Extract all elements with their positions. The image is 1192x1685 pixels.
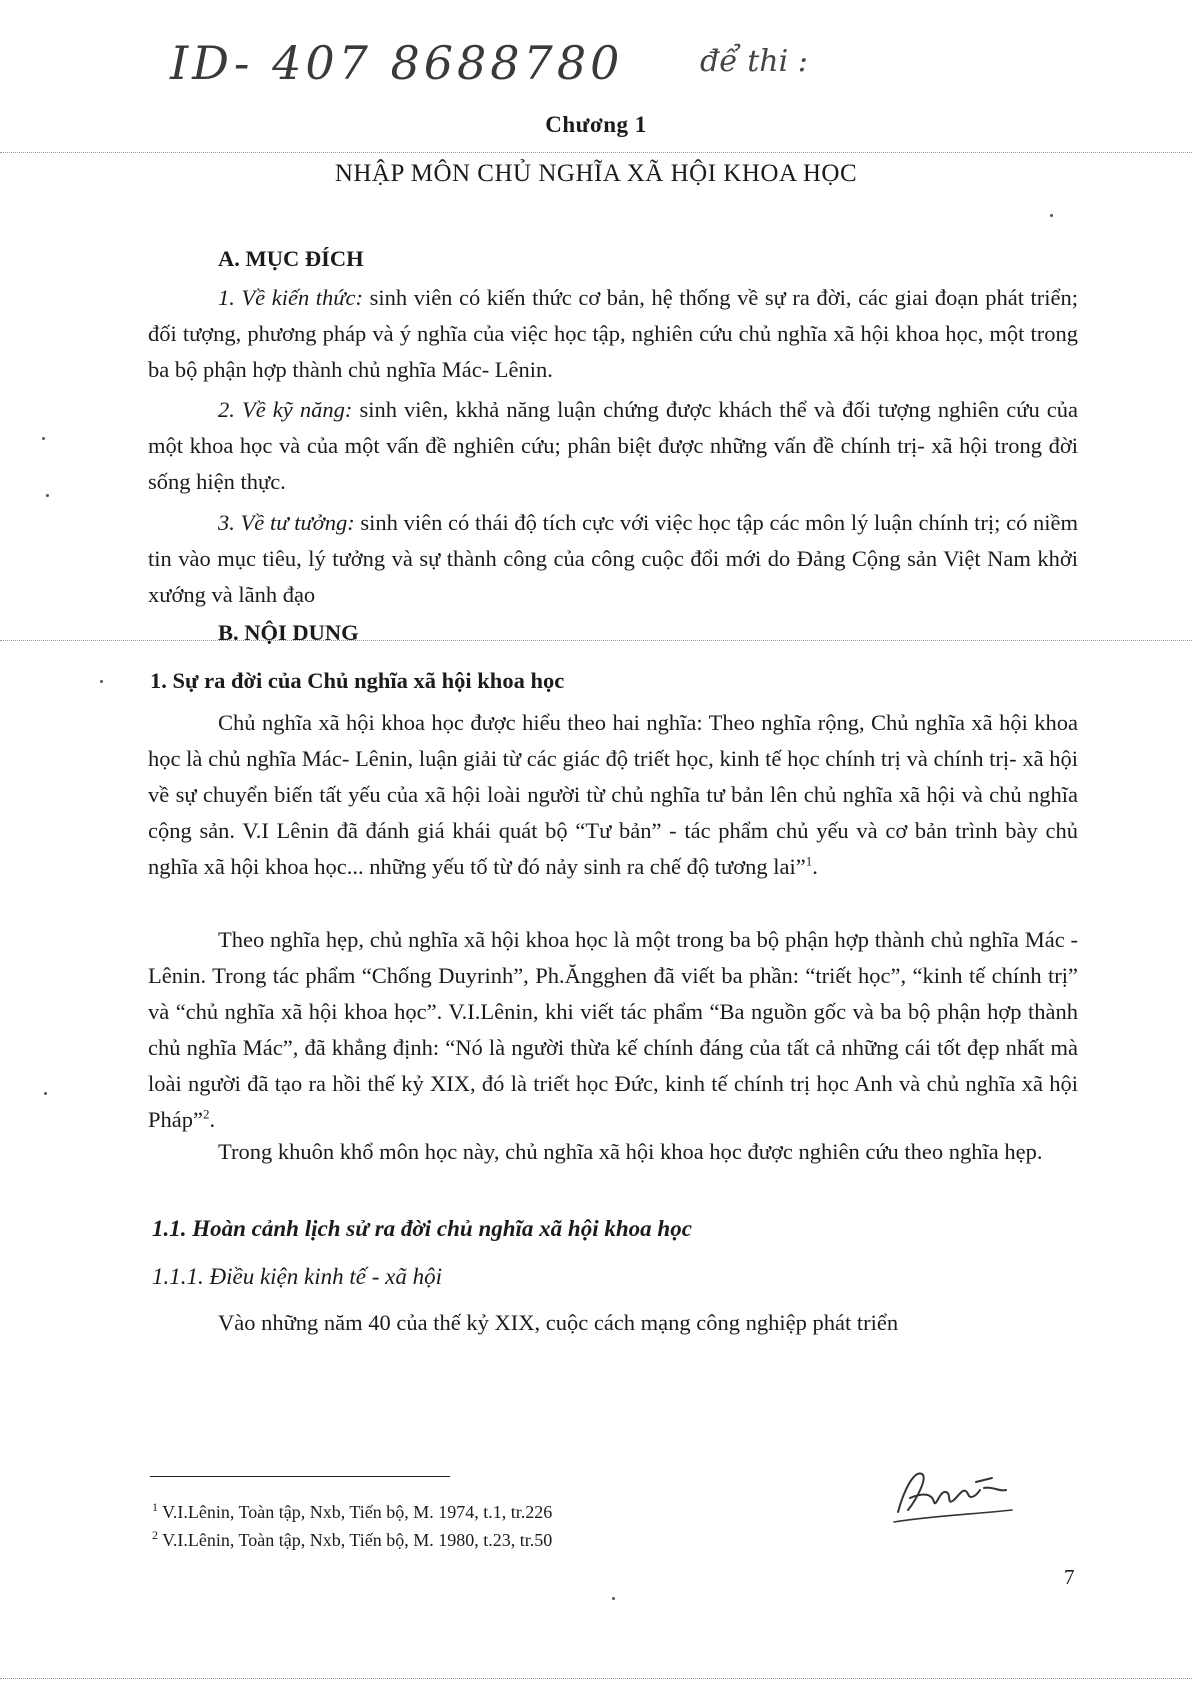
objective-skills [148, 392, 1078, 500]
handwritten-note: để thi : [700, 44, 808, 79]
paragraph-narrow-meaning-text: Theo nghĩa hẹp, chủ nghĩa xã hội khoa học là một trong ba bộ phận hợp thành chủ nghĩa Mác - Lênin. Trong tác phẩm “Chống Duyrinh”, Ph.Ăngghen đã viết ba phần: “triết học”, “kinh tế chính trị” và “chủ nghĩa xã hội khoa học”. V.I.Lênin, khi viết tác phẩm “Ba nguồn gốc và ba bộ phận hợp thành chủ nghĩa Mác”, đã khẳng định: “Nó là người thừa kế chính đáng của tất cả những cái tốt đẹp nhất mà loài người đã tạo ra hồi thế kỷ XIX, đó là triết học Đức, kinh tế chính trị học Anh và chủ nghĩa xã hội Pháp” [148, 927, 1078, 1132]
footnote-ref-1: 1 [805, 853, 813, 869]
footnote-2-number: 2 [152, 1528, 158, 1542]
footnote-ref-2: 2 [203, 1106, 210, 1122]
chapter-label: Chương 1 [545, 112, 647, 137]
scan-speck [42, 437, 45, 440]
objective-ideology [148, 505, 1078, 613]
objective-knowledge [148, 280, 1078, 388]
objective-knowledge-text: sinh viên có kiến thức cơ bản, hệ thống về sự ra đời, các giai đoạn phát triển; đối tượng, phương pháp và ý nghĩa của việc học tập, nghiên cứu chủ nghĩa xã hội khoa học, một trong ba bộ phận hợp thành chủ nghĩa Mác- Lênin. [148, 285, 1078, 382]
paragraph-broad-meaning [148, 705, 1078, 885]
scan-divider-top [0, 152, 1192, 153]
footnote-1-number: 1 [152, 1500, 158, 1514]
paragraph-broad-meaning-text: Chủ nghĩa xã hội khoa học được hiểu theo hai nghĩa: Theo nghĩa rộng, Chủ nghĩa xã hội khoa học là chủ nghĩa Mác- Lênin, luận giải từ các giác độ triết học, kinh tế học chính trị và chính trị- xã hội về sự chuyển biến tất yếu của xã hội loài người từ chủ nghĩa tư bản lên chủ nghĩa xã hội và chủ nghĩa cộng sản. V.I Lênin đã đánh giá khái quát bộ “Tư bản” - tác phẩm chủ yếu và cơ bản trình bày chủ nghĩa xã hội khoa học... những yếu tố từ đó nảy sinh ra chế độ tương lai” [148, 710, 1078, 879]
paragraph-course-scope [148, 1134, 1078, 1170]
chapter-title: NHẬP MÔN CHỦ NGHĨA XÃ HỘI KHOA HỌC [334, 160, 858, 187]
scan-speck [46, 494, 49, 497]
paragraph-narrow-meaning-tail: . [209, 1107, 216, 1132]
scan-speck [44, 1092, 47, 1095]
handwritten-signature [880, 1460, 1020, 1530]
footnote-2 [152, 1528, 552, 1551]
scan-divider-middle [0, 640, 1192, 641]
objective-knowledge-label: 1. Về kiến thức: [218, 285, 364, 310]
paragraph-course-scope-text: Trong khuôn khổ môn học này, chủ nghĩa xã hội khoa học được nghiên cứu theo nghĩa hẹp. [218, 1139, 1043, 1164]
objective-skills-label: 2. Về kỹ năng: [218, 397, 353, 422]
footnote-divider [150, 1476, 450, 1477]
section-a-heading: A. MỤC ĐÍCH [218, 246, 364, 271]
handwritten-document-id: ID- 407 8688780 [170, 36, 624, 90]
subsection-1-1-1-heading: 1.1.1. Điều kiện kinh tế - xã hội [152, 1264, 442, 1289]
objective-ideology-label: 3. Về tư tưởng: [218, 510, 355, 535]
scan-divider-bottom [0, 1678, 1192, 1679]
section-b-heading: B. NỘI DUNG [218, 620, 359, 645]
paragraph-economic-conditions [148, 1305, 1078, 1341]
scan-speck [612, 1597, 615, 1600]
subsection-1-heading: 1. Sự ra đời của Chủ nghĩa xã hội khoa học [150, 668, 565, 693]
subsection-1-1-heading: 1.1. Hoàn cảnh lịch sử ra đời chủ nghĩa xã hội khoa học [152, 1216, 692, 1241]
scan-speck [100, 680, 103, 683]
objective-ideology-text: sinh viên có thái độ tích cực với việc học tập các môn lý luận chính trị; có niềm tin vào mục tiêu, lý tưởng và sự thành công của công cuộc đổi mới do Đảng Cộng sản Việt Nam khởi xướng và lãnh đạo [148, 510, 1078, 607]
scan-speck [1050, 214, 1053, 217]
footnote-1 [152, 1500, 552, 1523]
paragraph-broad-meaning-tail: . [812, 854, 818, 879]
footnote-1-text: V.I.Lênin, Toàn tập, Nxb, Tiến bộ, M. 1974, t.1, tr.226 [158, 1502, 553, 1522]
paragraph-narrow-meaning [148, 922, 1078, 1138]
footnote-2-text: V.I.Lênin, Toàn tập, Nxb, Tiến bộ, M. 1980, t.23, tr.50 [158, 1530, 553, 1550]
objective-skills-text: sinh viên, kkhả năng luận chứng được khách thể và đối tượng nghiên cứu của một khoa học và của một vấn đề nghiên cứu; phân biệt được những vấn đề chính trị- xã hội trong đời sống hiện thực. [148, 397, 1079, 494]
paragraph-economic-conditions-text: Vào những năm 40 của thế kỷ XIX, cuộc cách mạng công nghiệp phát triển [218, 1310, 899, 1335]
page-number: 7 [1064, 1565, 1075, 1589]
